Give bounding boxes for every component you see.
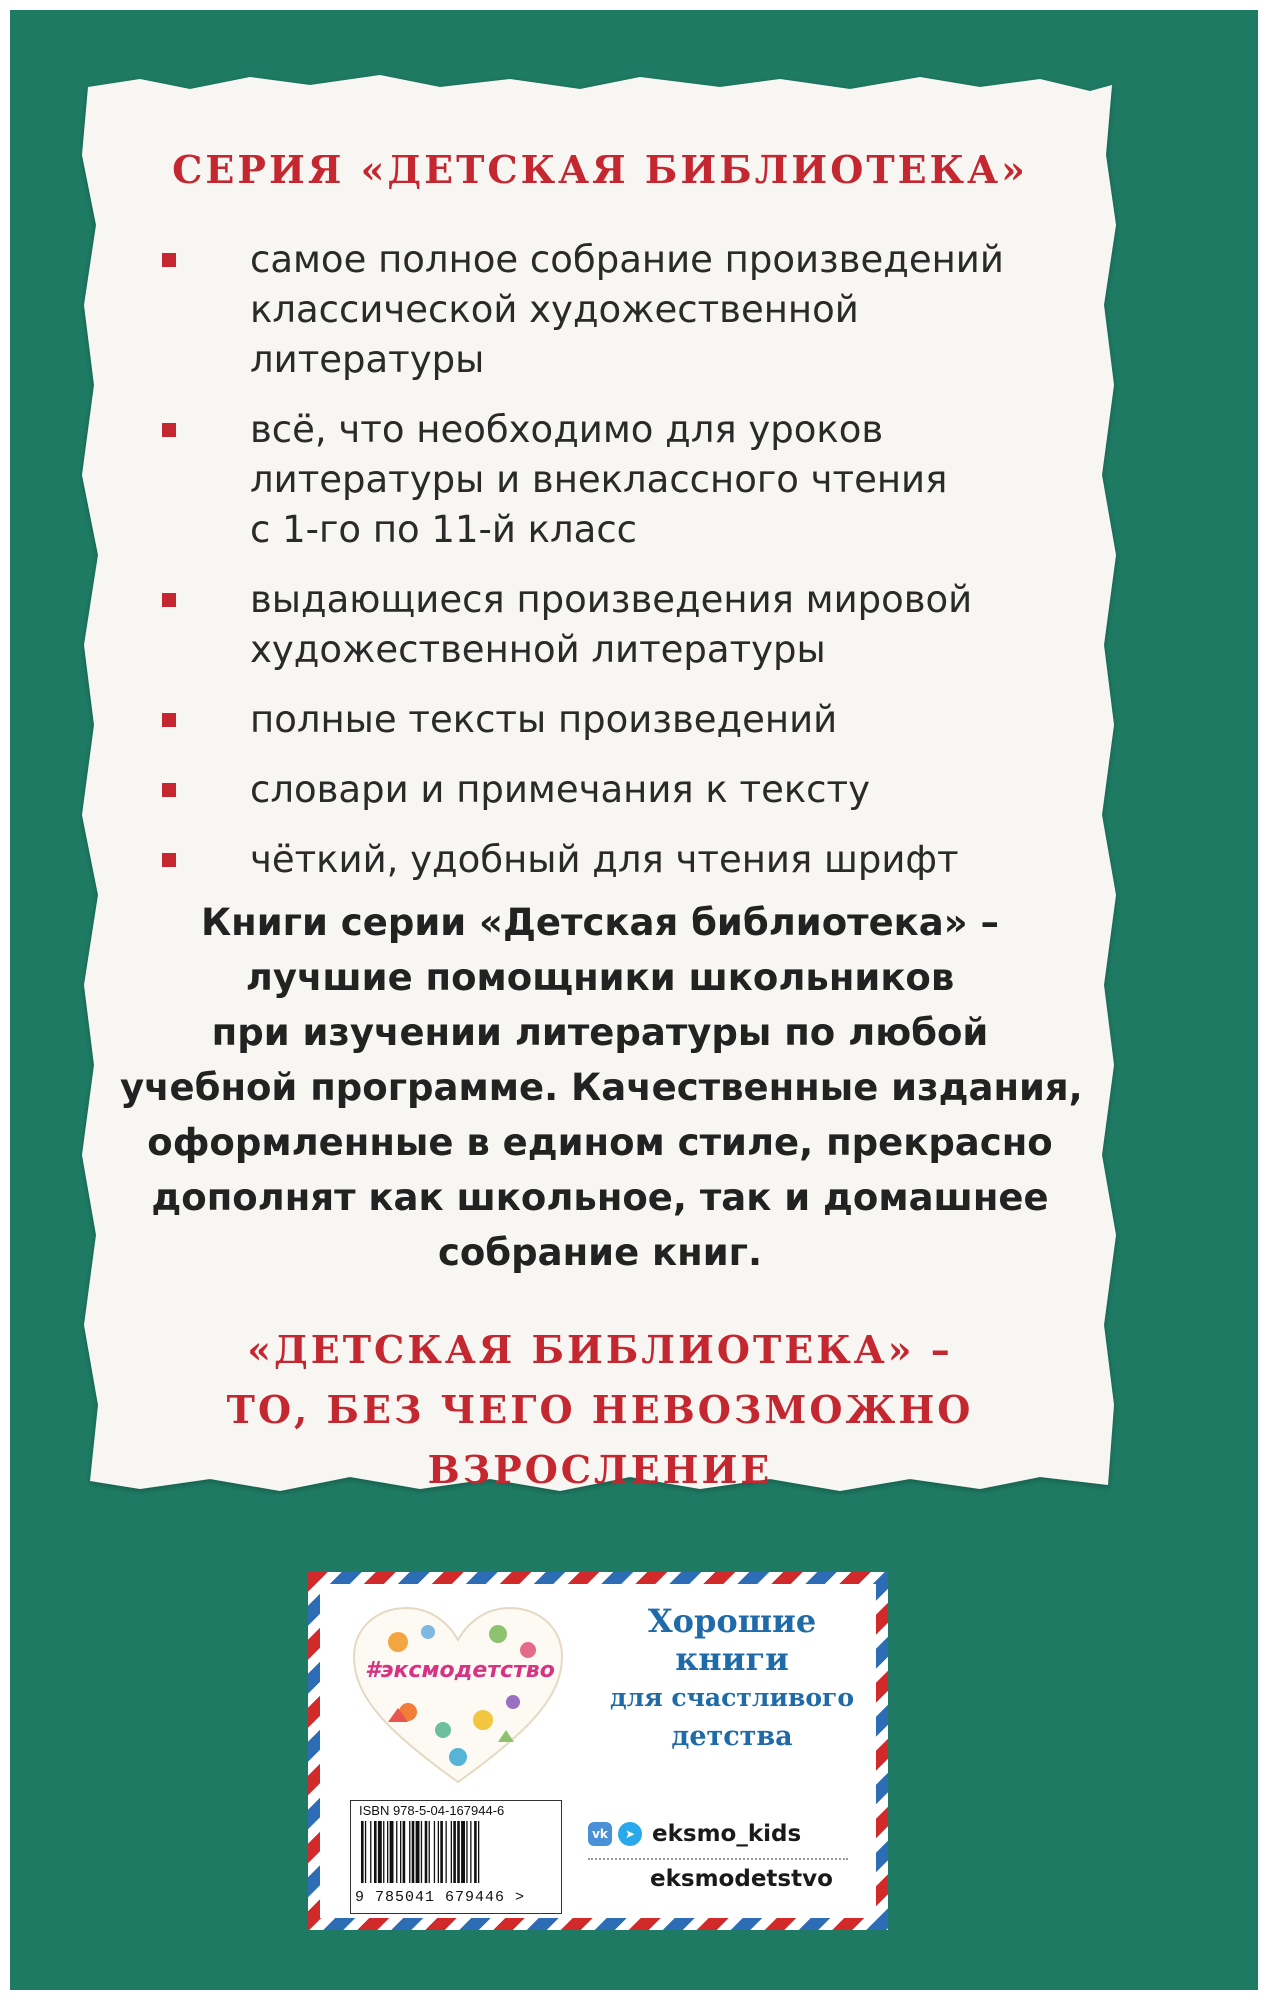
feature-item [160,765,1080,815]
series-title: СЕРИЯ «ДЕТСКАЯ БИБЛИОТЕКА» [172,147,1028,192]
feature-line: самое полное собрание произведений [250,238,1004,281]
bullet-square-icon [162,783,176,797]
bullet-square-icon [162,713,176,727]
feature-line: с 1-го по 11-й класс [250,508,638,551]
dotted-divider [588,1858,848,1860]
feature-line: чёткий, удобный для чтения шрифт [250,838,959,881]
book-back-cover [10,10,1258,1990]
social-handle-detstvo[interactable]: eksmodetstvo [650,1866,833,1892]
series-description [120,895,1083,1280]
postcard-body [320,1584,876,1918]
bullet-square-icon [162,853,176,867]
feature-line: выдающиеся произведения мировой [250,578,973,621]
vk-icon[interactable]: vk [588,1822,612,1846]
bullet-square-icon [162,593,176,607]
hashtag-label: #эксмодетство [365,1658,555,1683]
postcard-slogan [582,1602,882,1756]
description-line: оформленные в едином стиле, прекрасно [147,1121,1053,1164]
description-line: лучшие помощники школьников [245,956,955,999]
telegram-icon[interactable]: ➤ [618,1822,642,1846]
barcode-digits: 9 785041 679446 > [355,1889,526,1906]
feature-item [160,695,1080,745]
feature-line: классической художественной литературы [250,288,859,381]
postcard-slogan-line: книги [675,1640,789,1678]
feature-item [160,405,1080,555]
feature-line: литературы и внеклассного чтения [250,458,948,501]
isbn-number: ISBN 978-5-04-167944-6 [359,1803,505,1818]
postcard-slogan-line: детства [671,1721,793,1752]
series-slogan [80,1320,1120,1500]
description-line: учебной программе. Качественные издания, [120,1066,1083,1109]
postcard-slogan-line: Хорошие [647,1602,817,1640]
heart-illustration-icon [348,1602,568,1792]
social-row [588,1816,878,1852]
postcard-envelope [308,1572,888,1930]
feature-line: словари и примечания к тексту [250,768,870,811]
slogan-line: ТО, БЕЗ ЧЕГО НЕВОЗМОЖНО ВЗРОСЛЕНИЕ [226,1387,974,1492]
postcard-slogan-line: для счастливого [609,1683,855,1712]
social-links [588,1816,878,1892]
description-line: Книги серии «Детская библиотека» – [200,901,1000,944]
description-line: при изучении литературы по любой [211,1011,989,1054]
feature-list [160,235,1080,885]
torn-paper-panel [80,75,1120,1495]
feature-line: полные тексты произведений [250,698,838,741]
barcode-icon [359,1821,553,1887]
feature-line: художественной литературы [250,628,826,671]
description-line: дополнят как школьное, так и домашнее [151,1176,1049,1219]
feature-line: всё, что необходимо для уроков [250,408,884,451]
feature-item [160,575,1080,675]
isbn-barcode-block [350,1800,562,1914]
slogan-line: «ДЕТСКАЯ БИБЛИОТЕКА» – [247,1327,953,1372]
social-handle-kids[interactable]: eksmo_kids [652,1821,802,1847]
feature-item [160,235,1080,385]
bullet-square-icon [162,253,176,267]
bullet-square-icon [162,423,176,437]
feature-item [160,835,1080,885]
description-line: собрание книг. [437,1231,763,1274]
